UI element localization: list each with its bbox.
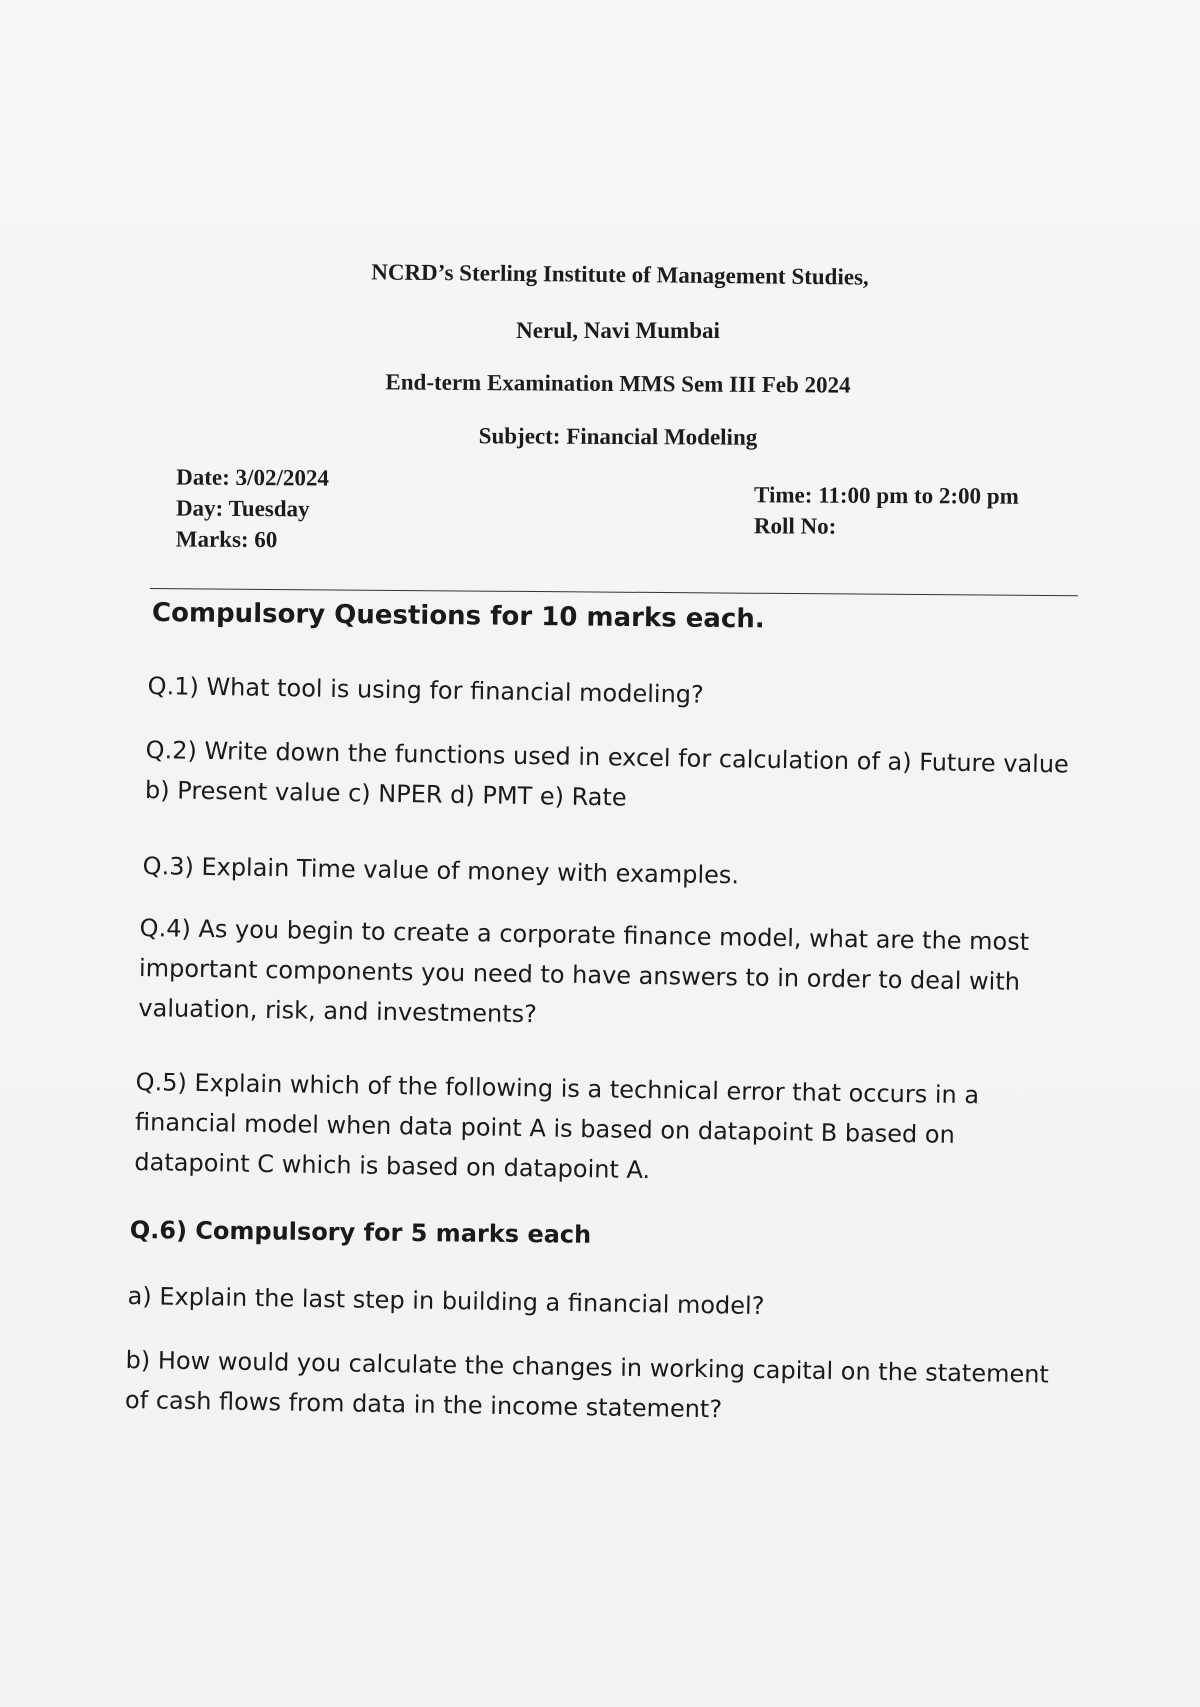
- subject-title: Subject: Financial Modeling: [478, 423, 758, 450]
- exam-day: Day: Tuesday: [175, 495, 310, 522]
- question-6b: b) How would you calculate the changes in working capital on the statement of cash flows from data in the income statement?: [124, 1345, 1050, 1424]
- exam-meta-right: [754, 479, 1019, 542]
- exam-marks: Marks: 60: [175, 526, 278, 553]
- question-4: Q.4) As you begin to create a corporate finance model, what are the most important components you need to have answers to in order to deal with valuation, risk, and investments?: [138, 913, 1030, 1029]
- exam-time: Time: 11:00 pm to 2:00 pm: [754, 482, 1019, 509]
- exam-title: End-term Examination MMS Sem III Feb 2024: [385, 369, 851, 398]
- institute-name: NCRD’s Sterling Institute of Management Studies,: [371, 259, 869, 290]
- header-divider: [150, 588, 1078, 596]
- question-5: Q.5) Explain which of the following is a technical error that occurs in a financial model when data point A is based on datapoint B based on datapoint C which is based on datapoint A.: [134, 1067, 980, 1185]
- question-6-title: Q.6) Compulsory for 5 marks each: [129, 1216, 592, 1249]
- institute-location: Nerul, Navi Mumbai: [516, 318, 720, 343]
- exam-date: Date: 3/02/2024: [176, 464, 329, 491]
- question-1: Q.1) What tool is using for financial modeling?: [147, 671, 704, 709]
- question-2: Q.2) Write down the functions used in excel for calculation of a) Future value b) Present value c) NPER d) PMT e) Rate: [144, 735, 1070, 812]
- question-6a: a) Explain the last step in building a financial model?: [127, 1281, 765, 1320]
- question-3: Q.3) Explain Time value of money with examples.: [142, 851, 740, 890]
- roll-number: Roll No:: [753, 513, 837, 539]
- section-title: Compulsory Questions for 10 marks each.: [151, 598, 765, 635]
- exam-meta-left: [176, 461, 329, 555]
